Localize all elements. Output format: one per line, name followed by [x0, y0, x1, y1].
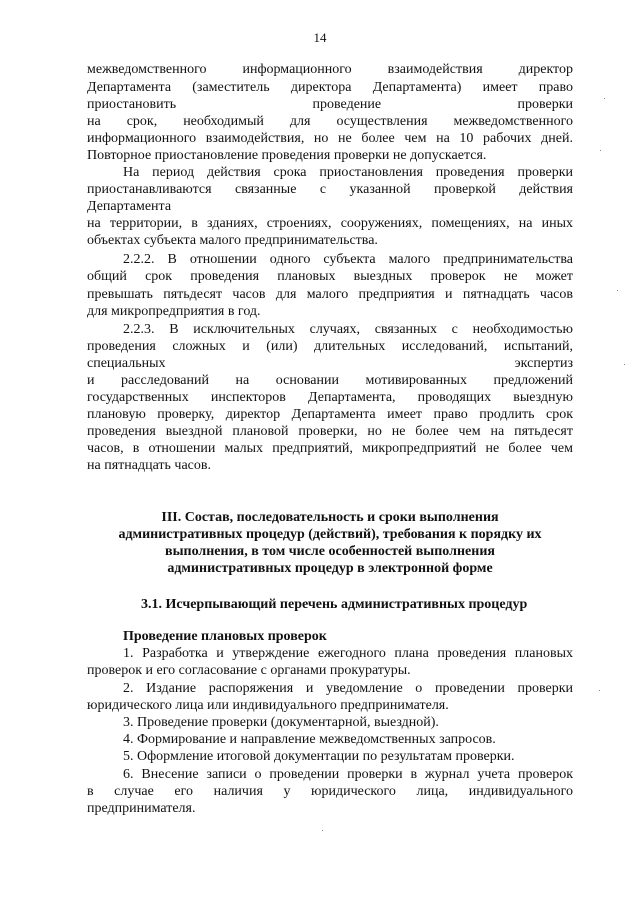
text-line: на пятнадцать часов. — [87, 458, 212, 473]
section-heading-line: выполнения, в том числе особенностей выполнения — [165, 544, 495, 559]
text-line: объектах субъекта малого предпринимательства. — [87, 233, 378, 248]
list-item: 6. Внесение записи о проведении проверки в журнал учета проверок — [123, 767, 573, 782]
text-line: на срок, необходимый для осуществления межведомственного — [87, 114, 573, 129]
text-line: для микропредприятия в год. — [87, 304, 261, 319]
list-item: проверок и его согласование с органами прокуратуры. — [87, 663, 411, 678]
section-heading-line: административных процедур в электронной форме — [167, 561, 493, 576]
text-line: на территории, в зданиях, строениях, сооружениях, помещениях, на иных — [87, 216, 573, 231]
list-item: предпринимателя. — [87, 801, 196, 816]
text-line: проведения сложных и (или) длительных исследований, испытаний, — [87, 339, 573, 354]
text-line: государственных инспекторов Департамента, проводящих выездную — [87, 390, 573, 405]
list-item: в случае его наличия у юридического лица, индивидуального — [87, 784, 573, 799]
text-line: специальных экспертиз — [87, 356, 573, 371]
list-title: Проведение плановых проверок — [123, 629, 327, 644]
text-line: общий срок проведения плановых выездных проверок не может — [87, 269, 573, 284]
text-line: Департамента — [87, 199, 172, 214]
text-line: 2.2.3. В исключительных случаях, связанных с необходимостью — [123, 322, 573, 337]
list-item: 1. Разработка и утверждение ежегодного плана проведения плановых — [123, 646, 573, 661]
text-line: межведомственного информационного взаимодействия директор — [87, 62, 573, 77]
text-line: 2.2.2. В отношении одного субъекта малого предпринимательства — [123, 252, 573, 267]
page-number: 14 — [313, 30, 327, 45]
section-heading-line: административных процедур (действий), требования к порядку их — [118, 527, 542, 542]
text-line: превышать пятьдесят часов для малого предприятия и пятнадцать часов — [87, 287, 573, 302]
text-line: и расследований на основании мотивированных предложений — [87, 373, 573, 388]
scan-speck — [599, 690, 600, 691]
text-line: плановую проверку, директор Департамента имеет право продлить срок — [87, 407, 573, 422]
list-item: 2. Издание распоряжения и уведомление о проведении проверки — [123, 681, 573, 696]
text-line: приостановить проведение проверки — [87, 97, 573, 112]
scan-speck — [617, 290, 618, 291]
text-line: информационного взаимодействия, но не более чем на 10 рабочих дней. — [87, 131, 573, 146]
section-heading-line: III. Состав, последовательность и сроки выполнения — [161, 510, 499, 525]
list-item: юридического лица или индивидуального предпринимателя. — [87, 698, 449, 713]
text-line: проведения выездной плановой проверки, но не более чем на пятьдесят — [87, 424, 573, 439]
list-item: 3. Проведение проверки (документарной, выездной). — [123, 715, 439, 730]
scan-speck — [604, 98, 605, 99]
text-line: часов, в отношении малых предприятий, микропредприятий не более чем — [87, 441, 573, 456]
scan-speck — [600, 150, 601, 151]
text-line: Департамента (заместитель директора Департамента) имеет право — [87, 80, 573, 95]
list-item: 4. Формирование и направление межведомственных запросов. — [123, 732, 496, 747]
text-line: Повторное приостановление проведения проверки не допускается. — [87, 148, 487, 163]
list-item: 5. Оформление итоговой документации по результатам проверки. — [123, 749, 515, 764]
subsection-heading: 3.1. Исчерпывающий перечень административных процедур — [141, 597, 528, 612]
text-line: На период действия срока приостановления проведения проверки — [123, 165, 573, 180]
text-line: приостанавливаются связанные с указанной проверкой действия — [87, 182, 573, 197]
scan-speck — [624, 364, 625, 365]
scan-speck — [322, 830, 323, 831]
